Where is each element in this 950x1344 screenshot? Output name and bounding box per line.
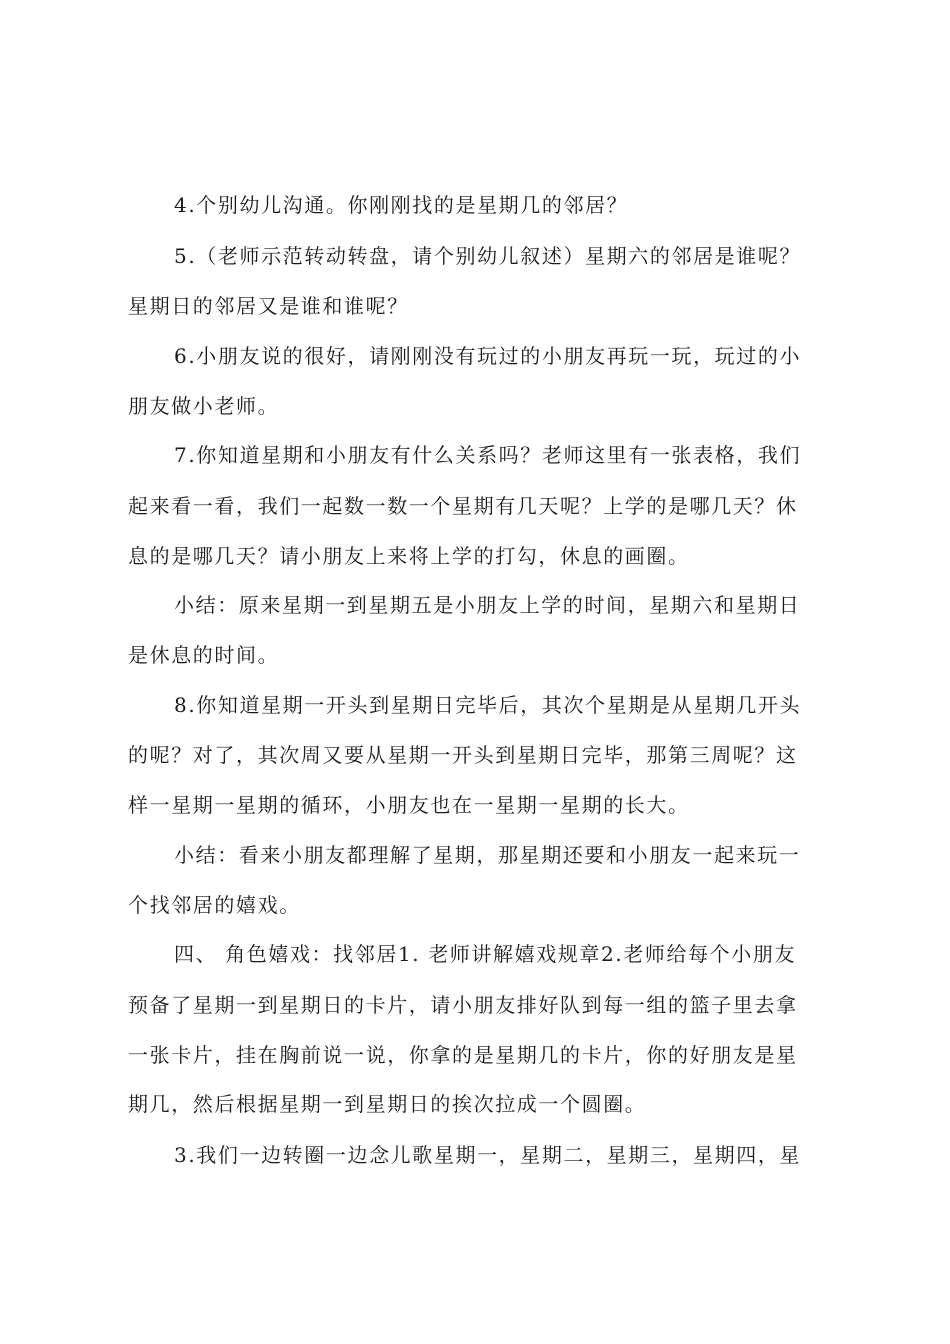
text-line: 小结：看来小朋友都理解了星期，那星期还要和小朋友一起来玩一	[174, 843, 801, 867]
text-line: 朋友做小老师。	[128, 394, 280, 418]
text-line: 预备了星期一到星期日的卡片，请小朋友排好队到每一组的篮子里去拿	[128, 993, 798, 1017]
text-line: 息的是哪几天？请小朋友上来将上学的打勾，休息的画圈。	[128, 544, 690, 568]
text-line: 星期日的邻居又是谁和谁呢？	[128, 294, 409, 318]
text-line: 的呢？对了，其次周又要从星期一开头到星期日完毕，那第三周呢？这	[128, 743, 798, 767]
text-line: 样一星期一星期的循环，小朋友也在一星期一星期的长大。	[128, 793, 690, 817]
text-line: 4.个别幼儿沟通。你刚刚找的是星期几的邻居？	[174, 193, 629, 217]
text-line: 8.你知道星期一开头到星期日完毕后，其次个星期是从星期几开头	[174, 693, 802, 717]
text-line: 个找邻居的嬉戏。	[128, 893, 301, 917]
text-line: 3.我们一边转圈一边念儿歌星期一，星期二，星期三，星期四，星	[174, 1143, 802, 1167]
text-line: 起来看一看，我们一起数一数一个星期有几天呢？上学的是哪几天？休	[128, 494, 798, 518]
text-line: 7.你知道星期和小朋友有什么关系吗？老师这里有一张表格，我们	[174, 443, 802, 467]
text-line: 6.小朋友说的很好，请刚刚没有玩过的小朋友再玩一玩，玩过的小	[174, 344, 802, 368]
text-line: 小结：原来星期一到星期五是小朋友上学的时间，星期六和星期日	[174, 593, 801, 617]
text-line: 5.（老师示范转动转盘，请个别幼儿叙述）星期六的邻居是谁呢？	[174, 244, 802, 268]
text-line: 一张卡片，挂在胸前说一说，你拿的是星期几的卡片，你的好朋友是星	[128, 1043, 798, 1067]
text-line: 期几，然后根据星期一到星期日的挨次拉成一个圆圈。	[128, 1092, 647, 1116]
text-line: 是休息的时间。	[128, 643, 280, 667]
text-line: 四、 角色嬉戏：找邻居1. 老师讲解嬉戏规章2.老师给每个小朋友	[174, 942, 797, 966]
